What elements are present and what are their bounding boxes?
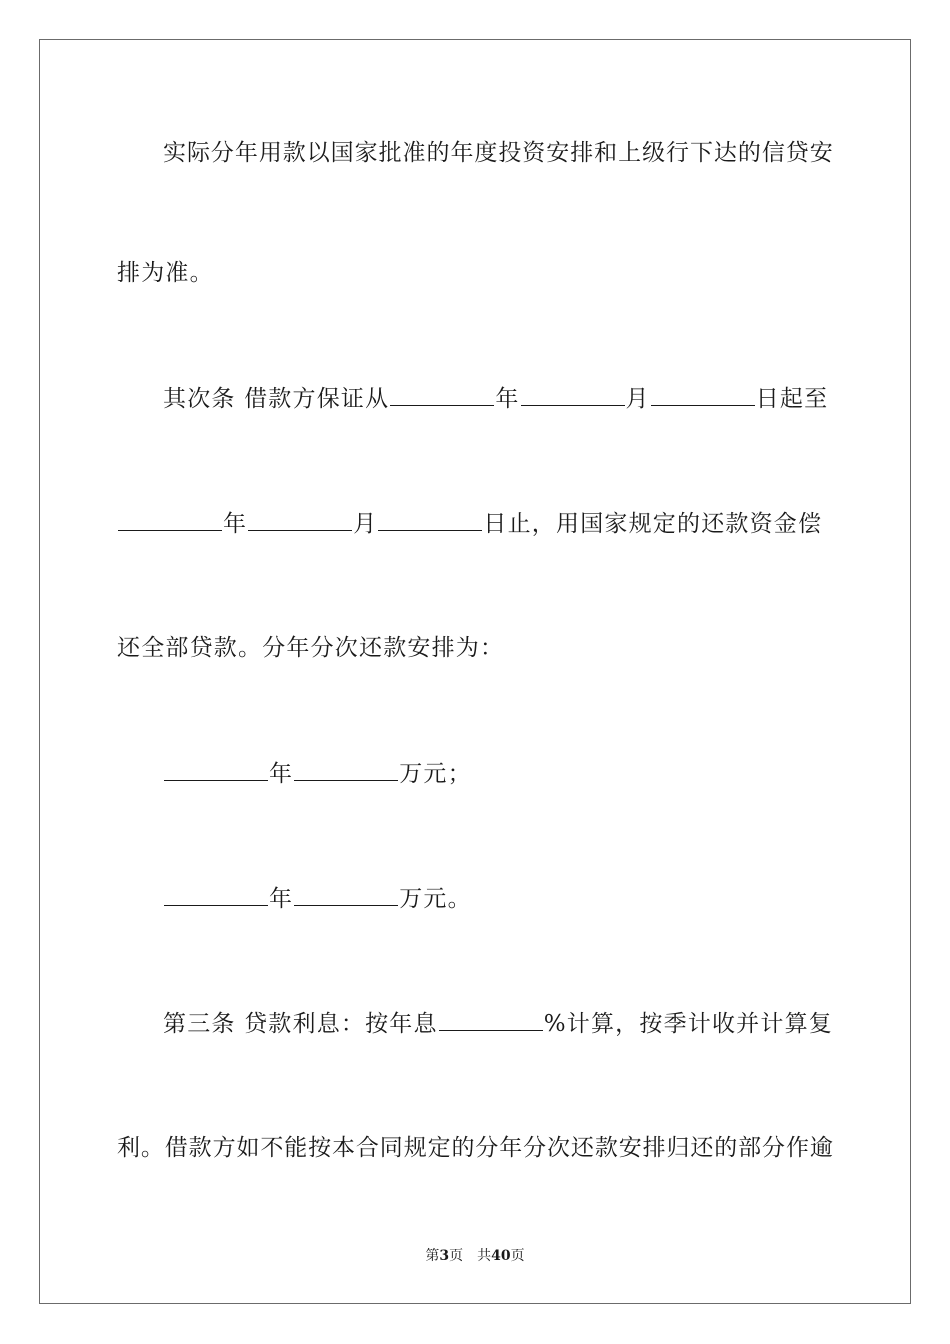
article-3-heading: 第三条 贷款利息：按年息 <box>163 1011 438 1037</box>
paragraph-1-text-end: 排为准。 <box>117 260 214 286</box>
text-char: 不 <box>260 1135 284 1161</box>
text-char: 和 <box>594 140 618 166</box>
article-2-line-2 <box>117 508 833 539</box>
year-label: 年 <box>495 386 520 412</box>
start-day-blank[interactable] <box>651 383 755 406</box>
text-char: 款 <box>282 140 306 166</box>
total-pages: 40 <box>491 1248 511 1264</box>
schedule-amount-blank[interactable] <box>294 758 398 781</box>
text-char: 本 <box>332 1135 356 1161</box>
text-char: 安 <box>618 1135 642 1161</box>
repayment-schedule-intro: 还全部贷款。分年分次还款安排为： <box>117 635 505 661</box>
text-char: 贷 <box>785 140 809 166</box>
end-year-blank[interactable] <box>118 508 222 531</box>
text-char: 还 <box>570 1135 594 1161</box>
page-prefix: 第 <box>425 1248 440 1264</box>
text-char: 分 <box>523 1135 547 1161</box>
interest-text: %计算，按季计收并计算复 <box>543 1011 833 1037</box>
page-footer <box>0 1247 950 1265</box>
text-char: 借 <box>164 1135 188 1161</box>
text-char: 上 <box>618 140 642 166</box>
text-char: 方 <box>212 1135 236 1161</box>
year-label: 年 <box>269 886 294 912</box>
amount-unit: 万元。 <box>399 886 472 912</box>
text-char: 的 <box>714 1135 738 1161</box>
text-char: 实 <box>163 140 186 166</box>
text-char: 分 <box>762 1135 786 1161</box>
article-2-heading: 其次条 借款方保证从 <box>163 386 390 412</box>
end-month-blank[interactable] <box>248 508 352 531</box>
text-char: 作 <box>785 1135 809 1161</box>
end-day-blank[interactable] <box>378 508 482 531</box>
schedule-amount-blank[interactable] <box>294 883 398 906</box>
text-char: 安 <box>546 140 570 166</box>
text-char: 用 <box>258 140 282 166</box>
schedule-row <box>163 883 833 914</box>
text-char: 排 <box>642 1135 666 1161</box>
text-char: 年 <box>450 140 474 166</box>
schedule-year-blank[interactable] <box>164 883 268 906</box>
month-label: 月 <box>353 511 378 537</box>
text-char: 还 <box>690 1135 714 1161</box>
amount-unit: 万元； <box>399 761 472 787</box>
text-char: 准 <box>402 140 426 166</box>
text-char: 。 <box>140 1135 164 1161</box>
text-char: 年 <box>499 1135 523 1161</box>
text-char: 逾 <box>809 1135 833 1161</box>
article-2-line-3 <box>117 633 833 663</box>
text-char: 际 <box>186 140 210 166</box>
text-char: 安 <box>809 140 833 166</box>
text-char: 归 <box>666 1135 690 1161</box>
day-label: 日起至 <box>755 386 829 412</box>
page-number: 3 <box>439 1248 450 1264</box>
interest-rate-blank[interactable] <box>439 1008 543 1031</box>
text-char: 投 <box>498 140 522 166</box>
page-border <box>39 39 911 1304</box>
text-char: 资 <box>522 140 546 166</box>
year-label: 年 <box>223 511 248 537</box>
text-char: 同 <box>379 1135 403 1161</box>
total-suffix: 页 <box>510 1248 525 1264</box>
start-month-blank[interactable] <box>521 383 625 406</box>
paragraph-1-line-2 <box>117 258 833 288</box>
text-char: 家 <box>354 140 378 166</box>
article-3-line-1 <box>163 1008 833 1039</box>
text-char: 的 <box>426 140 450 166</box>
schedule-year-blank[interactable] <box>164 758 268 781</box>
text-char: 批 <box>378 140 402 166</box>
text-char: 合 <box>355 1135 379 1161</box>
text-char: 利 <box>117 1135 140 1161</box>
text-char: 能 <box>284 1135 308 1161</box>
schedule-row <box>163 758 833 789</box>
text-char: 的 <box>451 1135 475 1161</box>
repayment-text: 日止，用国家规定的还款资金偿 <box>483 511 823 537</box>
article-3-line-2 <box>117 1133 833 1163</box>
text-char: 按 <box>308 1135 332 1161</box>
text-char: 排 <box>570 140 594 166</box>
text-char: 次 <box>547 1135 571 1161</box>
text-char: 行 <box>666 140 690 166</box>
text-char: 以 <box>306 140 330 166</box>
text-char: 国 <box>330 140 354 166</box>
text-char: 规 <box>403 1135 427 1161</box>
start-year-blank[interactable] <box>390 383 494 406</box>
total-prefix: 共 <box>477 1248 492 1264</box>
text-char: 分 <box>475 1135 499 1161</box>
text-char: 如 <box>236 1135 260 1161</box>
paragraph-1-line-1 <box>163 138 833 168</box>
text-char: 定 <box>427 1135 451 1161</box>
text-char: 的 <box>737 140 761 166</box>
text-char: 达 <box>713 140 737 166</box>
text-char: 度 <box>474 140 498 166</box>
text-char: 分 <box>210 140 234 166</box>
page-suffix: 页 <box>449 1248 464 1264</box>
text-char: 年 <box>234 140 258 166</box>
text-char: 款 <box>594 1135 618 1161</box>
text-char: 级 <box>642 140 666 166</box>
text-char: 款 <box>188 1135 212 1161</box>
month-label: 月 <box>625 386 650 412</box>
text-char: 部 <box>738 1135 762 1161</box>
year-label: 年 <box>269 761 294 787</box>
text-char: 信 <box>761 140 785 166</box>
article-2-line-1 <box>163 383 833 414</box>
text-char: 下 <box>689 140 713 166</box>
